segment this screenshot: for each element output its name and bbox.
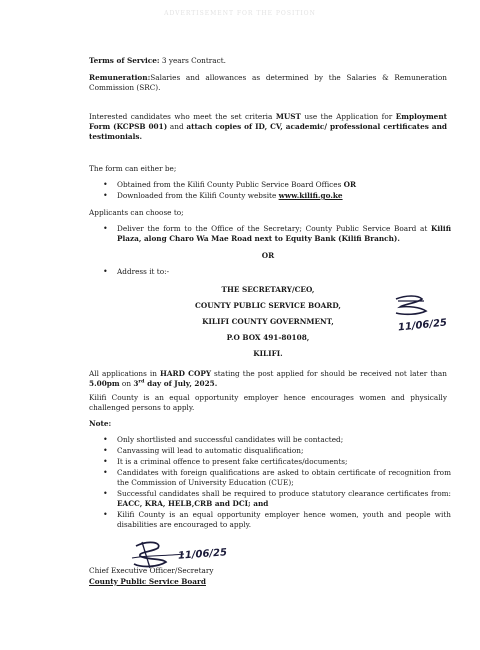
deliver-option: • Deliver the form to the Office of the Secretary; County Public Service Board at Kilifi Plaza, along Charo Wa Mae Road next to Equity Bank (Kilifi Branch). [103,224,451,244]
note-item: • Kilifi County is an equal opportunity employer hence women, youth and people with disabilities are encouraged to apply. [103,510,451,530]
form-either-text: The form can either be; [89,164,177,173]
bullet-icon: • [103,191,108,200]
bullet-icon: • [103,180,108,189]
applicants-choose-text: Applicants can choose to; [89,208,184,217]
address-option: • Address it to:- [103,267,170,276]
bullet-icon: • [103,435,108,444]
signature-date: 11/06/25 [177,547,228,562]
terms-of-service: Terms of Service: 3 years Contract. [89,56,226,65]
bullet-icon: • [103,457,108,466]
remuneration-paragraph: Remuneration:Salaries and allowances as determined by the Salaries & Remuneration Commission (SRC). [89,73,447,93]
website-link[interactable]: www.kilifi.go.ke [278,191,343,200]
bullet-icon: • [103,510,108,519]
or-separator: OR [261,251,275,260]
address-line-3: KILIFI COUNTY GOVERNMENT, [202,317,334,326]
form-option-office: • Obtained from the Kilifi County Public Service Board Offices OR [103,180,357,189]
bullet-icon: • [103,267,108,276]
signatory-org: County Public Service Board [89,577,206,586]
handwritten-date: 11/06/25 [397,317,448,334]
deadline-paragraph: All applications in HARD COPY stating the post applied for should be received not later than 5.00pm on 3rd day of July, 2025. [89,369,447,389]
form-option-website: • Downloaded from the Kilifi County website www.kilifi.go.ke [103,191,343,200]
note-item: • Canvassing will lead to automatic disqualification; [103,446,304,455]
bullet-icon: • [103,489,108,498]
note-item: • Successful candidates shall be required to produce statutory clearance certificates from: EACC, KRA, HELB,CRB and DCI; and [103,489,451,509]
note-label: Note: [89,419,112,428]
bullet-icon: • [103,224,108,233]
address-line-5: KILIFI. [253,349,283,358]
address-line-4: P.O BOX 491-80108, [226,333,310,342]
signatory-title: Chief Executive Officer/Secretary [89,566,214,575]
interested-paragraph: Interested candidates who meet the set criteria MUST use the Application for Employment Form (KCPSB 001) and attach copies of ID, CV, academic/ professional certificates and testimonials. [89,112,447,142]
address-line-2: COUNTY PUBLIC SERVICE BOARD, [195,301,341,310]
equal-opportunity-paragraph: Kilifi County is an equal opportunity employer hence encourages women and physically challenged persons to apply. [89,393,447,413]
bullet-icon: • [103,446,108,455]
note-item: • It is a criminal offence to present fake certificates/documents; [103,457,348,466]
note-item: • Candidates with foreign qualifications are asked to obtain certificate of recognition from the Commission of University Education (CUE); [103,468,451,488]
address-line-1: THE SECRETARY/CEO, [221,285,315,294]
note-item: • Only shortlisted and successful candidates will be contacted; [103,435,344,444]
bullet-icon: • [103,468,108,477]
faint-header: ADVERTISEMENT FOR THE POSITION [164,10,316,17]
